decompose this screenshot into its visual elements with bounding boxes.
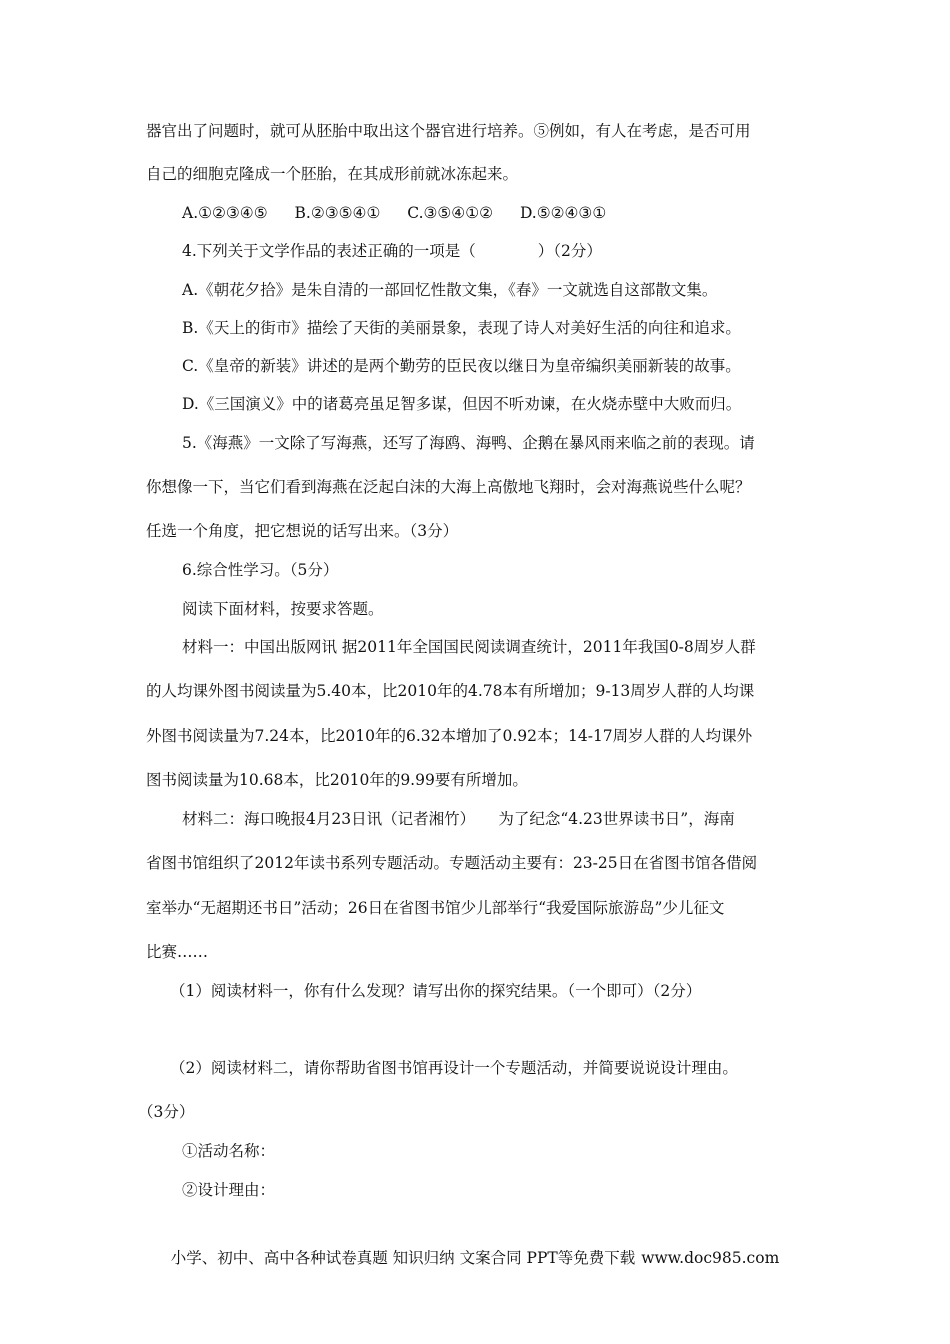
q6-instruction: 阅读下面材料，按要求答题。 [182, 600, 384, 618]
page-footer [0, 1246, 950, 1268]
material-one-line: 图书阅读量为10.68本，比2010年的9.99要有所增加。 [146, 771, 528, 789]
q4-option-d: D.《三国演义》中的诸葛亮虽足智多谋，但因不听劝谏，在火烧赤壁中大败而归。 [182, 395, 742, 413]
sub-question-1: （1）阅读材料一，你有什么发现？请写出你的探究结果。（一个即可）（2分） [170, 982, 702, 1000]
q5-line: 任选一个角度，把它想说的话写出来。（3分） [146, 522, 459, 540]
footer-text: 小学、初中、高中各种试卷真题 知识归纳 文案合同 PPT等免费下载 [170, 1249, 636, 1267]
material-one-line: 外图书阅读量为7.24本，比2010年的6.32本增加了0.92本；14-17周岁人群的人均课外 [146, 727, 753, 745]
q4-option-a: A.《朝花夕拾》是朱自清的一部回忆性散文集，《春》一文就选自这部散文集。 [182, 281, 718, 299]
material-two-line: 省图书馆组织了2012年读书系列专题活动。专题活动主要有：23-25日在省图书馆各借阅 [146, 854, 758, 872]
activity-name-label: ①活动名称： [182, 1142, 276, 1160]
material-one-line: 材料一：中国出版网讯 据2011年全国国民阅读调查统计，2011年我国0-8周岁人群 [182, 638, 756, 656]
text-line: 器官出了问题时，就可从胚胎中取出这个器官进行培养。⑤例如，有人在考虑，是否可用 [146, 122, 751, 140]
q6-title: 6.综合性学习。（5分） [182, 561, 339, 579]
material-one-line: 的人均课外图书阅读量为5.40本，比2010年的4.78本有所增加；9-13周岁人群的人均课 [146, 682, 755, 700]
q5-line: 你想像一下，当它们看到海燕在泛起白沫的大海上高傲地飞翔时，会对海燕说些什么呢？ [146, 478, 751, 496]
material-two-line: 材料二：海口晚报4月23日讯（记者湘竹） 为了纪念“4.23世界读书日”，海南 [182, 810, 735, 828]
q4-option-b: B.《天上的街市》描绘了天街的美丽景象，表现了诗人对美好生活的向往和追求。 [182, 319, 741, 337]
q4-option-c: C.《皇帝的新装》讲述的是两个勤劳的臣民夜以继日为皇帝编织美丽新装的故事。 [182, 357, 741, 375]
q3-option-d: D.⑤②④③① [519, 204, 607, 222]
q3-option-c: C.③⑤④①② [407, 204, 493, 222]
sub-question-2-score: （3分） [138, 1103, 195, 1121]
q5-line: 5.《海燕》一文除了写海燕，还写了海鸥、海鸭、企鹅在暴风雨来临之前的表现。请 [182, 434, 755, 452]
material-two-line: 比赛…… [146, 943, 209, 961]
q4-stem: 4.下列关于文学作品的表述正确的一项是（ ）（2分） [182, 242, 602, 260]
sub-question-2: （2）阅读材料二，请你帮助省图书馆再设计一个专题活动，并简要说说设计理由。 [170, 1059, 738, 1077]
material-two-line: 室举办“无超期还书日”活动；26日在省图书馆少儿部举行“我爱国际旅游岛”少儿征文 [146, 899, 725, 917]
q3-options [182, 203, 812, 223]
footer-url[interactable]: www.doc985.com [641, 1249, 780, 1267]
design-reason-label: ②设计理由： [182, 1181, 276, 1199]
q3-option-a: A.①②③④⑤ [182, 204, 268, 222]
text-line: 自己的细胞克隆成一个胚胎，在其成形前就冰冻起来。 [146, 165, 519, 183]
q3-option-b: B.②③⑤④① [294, 204, 381, 222]
